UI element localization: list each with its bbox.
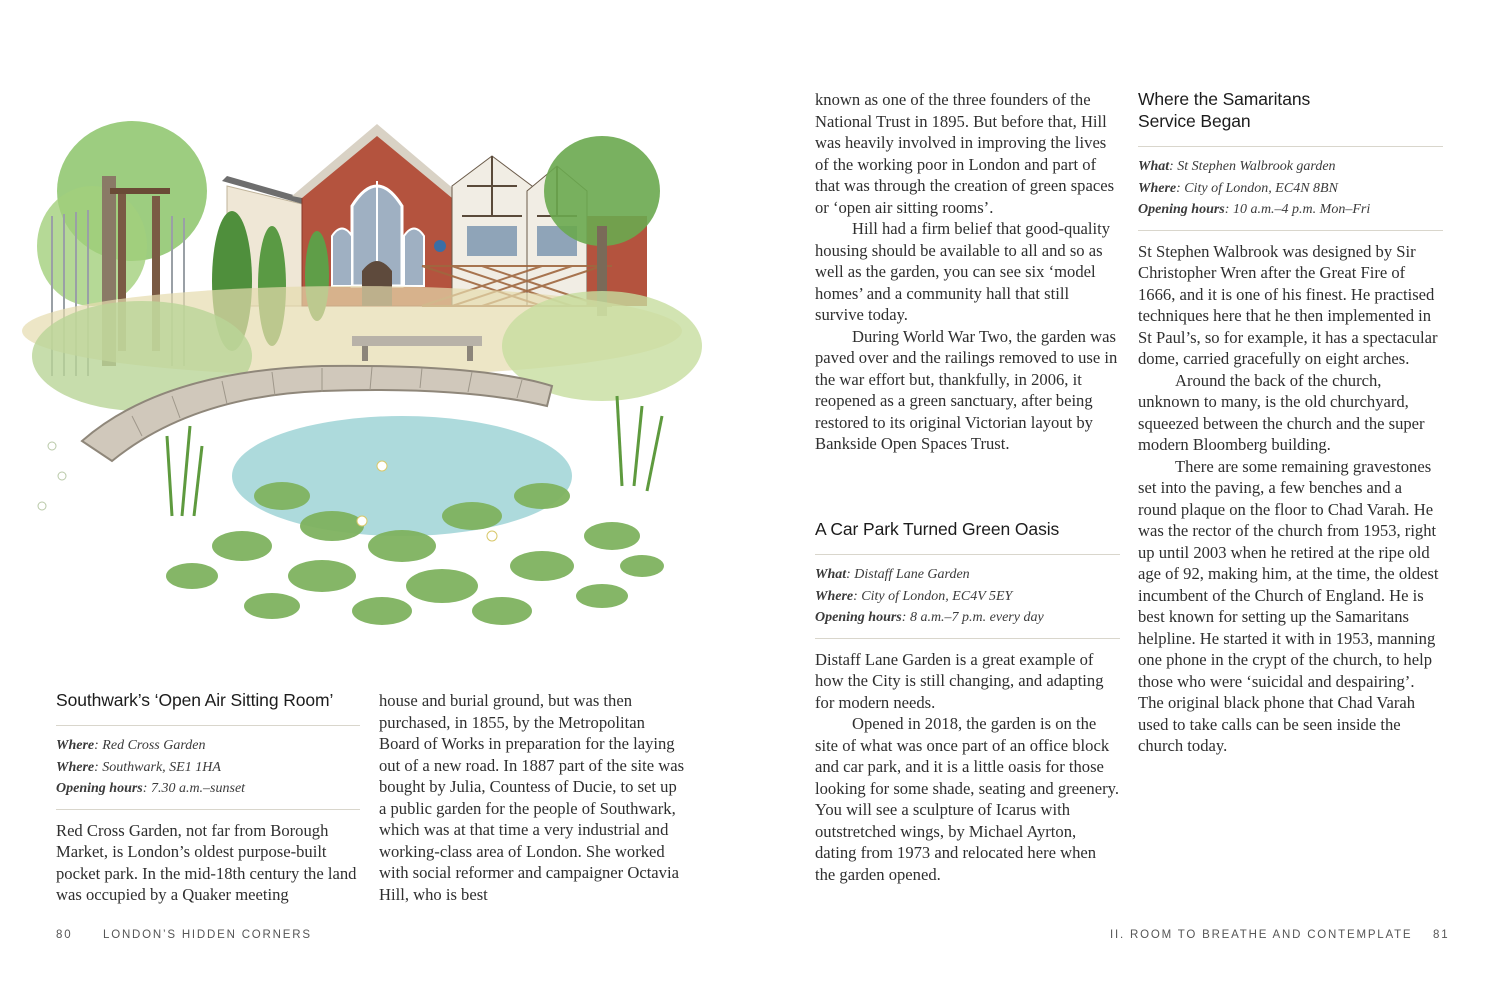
paragraph: During World War Two, the garden was paved over and the railings removed to use in the war effort but, thankfully, in 2006, it reopened as a green sanctuary, after being restored to its original Victorian layout by Bankside Open Spaces Trust. [815, 326, 1118, 453]
section-heading: Southwark’s ‘Open Air Sitting Room’ [56, 690, 334, 710]
section-heading [1138, 88, 1443, 132]
section-heading: A Car Park Turned Green Oasis [815, 519, 1060, 539]
info-hours: Opening hours: 10 a.m.–4 p.m. Mon–Fri [1138, 202, 1371, 218]
paragraph: Distaff Lane Garden is a great example of how the City is still changing, and adapting for modern needs. [815, 649, 1104, 712]
heading-line: Where the Samaritans [1138, 89, 1311, 109]
info-hours: Opening hours: 8 a.m.–7 p.m. every day [815, 610, 1044, 626]
info-where: Where: City of London, EC4N 8BN [1138, 180, 1338, 196]
page-number-left: 80 [56, 929, 73, 941]
info-box [56, 725, 360, 810]
running-head-right: II. ROOM TO BREATHE AND CONTEMPLATE [1110, 929, 1413, 941]
right-page [750, 0, 1500, 984]
info-where: Where: City of London, EC4V 5EY [815, 588, 1013, 604]
paragraph: Red Cross Garden, not far from Borough Market, is London’s oldest purpose-built pocket park. In the mid-18th century the land was occupied by a Quaker meeting [56, 820, 357, 905]
paragraph: house and burial ground, but was then purchased, in 1855, by the Metropolitan Board of Works in preparation for the laying out of a new road. In 1887 part of the site was bought by Julia, Countess of Ducie, to set up a public garden for the people of Southwark, which was at that time a very industrial and working-class area of London. She worked with social reformer and campaigner Octavia Hill, who is best [379, 691, 685, 904]
section-red-cross [56, 689, 360, 906]
info-box [815, 554, 1120, 639]
info-what: What: St Stephen Walbrook garden [1138, 159, 1336, 174]
body-text [815, 649, 1120, 886]
paragraph: Around the back of the church, unknown to many, is the old churchyard, squeezed between the church and the super modern Bloomberg building. [1138, 370, 1425, 455]
paragraph: St Stephen Walbrook was designed by Sir Christopher Wren after the Great Fire of 1666, and it is one of his finest. He practised techniques here that he then implemented in St Paul’s, so for example, it has a spectacular dome, carried gracefully on eight arches. [1138, 241, 1438, 369]
info-box [1138, 146, 1443, 231]
paragraph: Opened in 2018, the garden is on the site of what was once part of an office block and car park, and it is a little oasis for those looking for some shade, seating and greenery. You will see a sculpture of Icarus with outstretched wings, by Michael Ayrton, dating from 1973 and relocated here when the garden opened. [815, 714, 1119, 884]
heading-line: Service Began [1138, 111, 1251, 131]
garden-illustration [22, 96, 702, 644]
info-hours: Opening hours: 7.30 a.m.–sunset [56, 781, 246, 797]
column-continued [815, 89, 1121, 455]
page-number-right: 81 [1433, 929, 1450, 941]
section-car-park [815, 518, 1120, 885]
paragraph: Hill had a firm belief that good-quality housing should be available to all and so as well as the garden, you can see six ‘model homes’ and a community hall that still survive today. [815, 219, 1111, 324]
info-where: Where: Southwark, SE1 1HA [56, 759, 221, 775]
section-samaritans [1138, 88, 1443, 757]
body-text [379, 690, 685, 905]
info-what: What: Distaff Lane Garden [815, 567, 970, 582]
info-what: Where: Red Cross Garden [56, 738, 206, 753]
running-head-left: LONDON’S HIDDEN CORNERS [103, 929, 312, 941]
body-text [815, 89, 1121, 455]
paragraph: known as one of the three founders of the National Trust in 1895. But before that, Hill was heavily involved in improving the lives of the working poor in London and part of that was through the creation of green spaces or ‘open air sitting rooms’. [815, 90, 1115, 217]
column-2 [379, 690, 685, 905]
paragraph: There are some remaining gravestones set into the paving, a few benches and a round plaque on the floor to Chad Varah. He was the rector of the church from 1953, right up until 2003 when he retired at the ripe old age of 92, making him, at the time, the oldest incumbent of the Church of England. He is best known for setting up the Samaritans helpline. He started it with in 1953, manning one phone in the crypt of the church, to help those who were ‘suicidal and despairing’. The original black phone that Chad Varah used to take calls can be seen inside the church today. [1138, 456, 1439, 756]
body-text [1138, 241, 1443, 757]
body-text [56, 820, 360, 906]
